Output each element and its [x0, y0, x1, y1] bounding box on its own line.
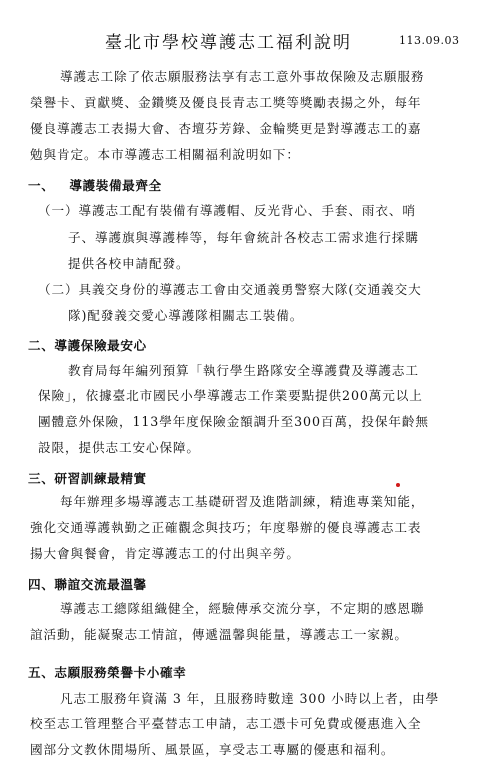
section-number: 五、 — [28, 665, 55, 680]
intro-line: 勉與肯定。本市導護志工相關福利說明如下： — [30, 147, 300, 162]
section-line: 教育局每年編列預算「執行學生路隊安全導護費及導護志工 — [68, 363, 419, 378]
section-number: 一、 — [28, 178, 55, 193]
section-heading — [28, 574, 147, 593]
section-number: 三、 — [28, 471, 55, 486]
section-heading — [28, 662, 186, 681]
section-title: 研習訓練最精實 — [54, 471, 147, 486]
section-line: 凡志工服務年資滿 3 年，且服務時數達 300 小時以上者，由學 — [60, 691, 440, 706]
section-number: 二、 — [28, 338, 55, 353]
section-heading — [28, 468, 147, 487]
section-line: 子、導護旗與導護棒等，每年會統計各校志工需求進行採購 — [68, 230, 419, 245]
section-title: 志願服務榮譽卡小確幸 — [54, 665, 187, 680]
section-title: 導護保險最安心 — [54, 338, 147, 353]
intro-line: 優良導護志工表揚大會、杏壇芬芳錄、金輪獎更是對導護志工的嘉 — [30, 121, 422, 136]
document-date: 113.09.03 — [399, 34, 460, 47]
intro-line: 榮譽卡、貢獻獎、金鑽獎及優良長青志工獎等獎勵表揚之外，每年 — [30, 95, 422, 110]
section-line: 導護志工總隊組織健全，經驗傳承交流分享，不定期的感恩聯 — [60, 601, 425, 616]
section-heading — [28, 175, 162, 194]
section-title: 聯誼交流最溫馨 — [54, 577, 147, 592]
section-line: 保險」，依據臺北市國民小學導護志工作業要點提供200萬元以上 — [38, 388, 423, 403]
section-line: （一）導護志工配有裝備有導護帽、反光背心、手套、雨衣、哨 — [38, 203, 416, 218]
section-title: 導護裝備最齊全 — [69, 178, 162, 193]
section-line: 設限，提供志工安心保障。 — [38, 440, 200, 455]
section-line: 團體意外保險，113學年度保險金額調升至300百萬，投保年齡無 — [38, 414, 429, 429]
section-line: 誼活動，能凝聚志工情誼，傳遞溫馨與能量，導護志工一家親。 — [30, 627, 408, 642]
section-line: 強化交通導護執勤之正確觀念與技巧；年度舉辦的優良導護志工表 — [30, 520, 422, 535]
section-line: 隊)配發義交愛心導護隊相關志工裝備。 — [68, 308, 304, 323]
section-line: 每年辦理多場導護志工基礎研習及進階訓練，精進專業知能， — [60, 494, 425, 509]
section-line: 校至志工管理整合平臺替志工申請，志工憑卡可免費或優惠進入全 — [30, 716, 422, 731]
red-mark — [396, 483, 400, 487]
title-row — [0, 28, 491, 56]
section-heading — [28, 335, 147, 354]
section-line: （二）具義交身份的導護志工會由交通義勇警察大隊(交通義交大 — [38, 282, 422, 297]
page-title: 臺北市學校導護志工福利說明 — [105, 33, 352, 53]
intro-line: 導護志工除了依志願服務法享有志工意外事故保險及志願服務 — [60, 69, 425, 84]
section-line: 提供各校申請配發。 — [68, 256, 190, 271]
section-number: 四、 — [28, 577, 55, 592]
section-line: 國部分文教休閒場所、風景區，享受志工專屬的優惠和福利。 — [30, 742, 395, 757]
section-line: 揚大會與餐會，肯定導護志工的付出與辛勞。 — [30, 546, 300, 561]
